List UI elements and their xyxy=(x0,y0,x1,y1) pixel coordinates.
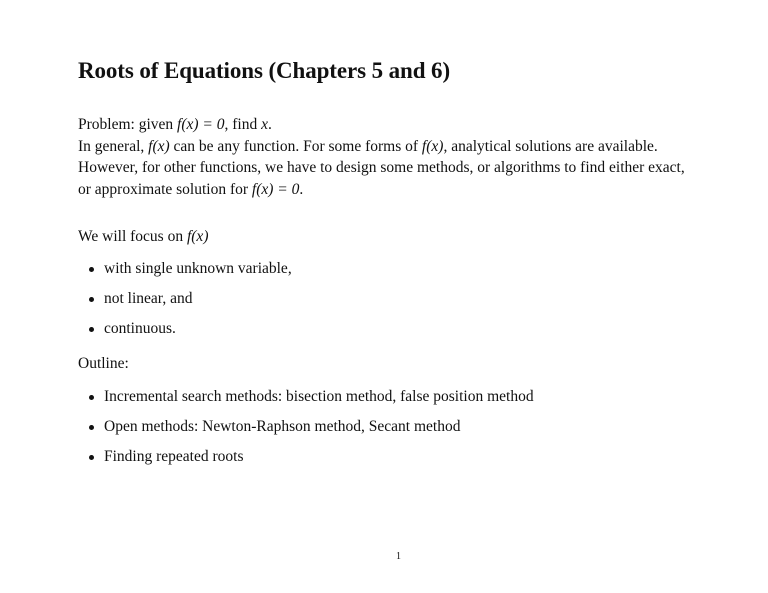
math-expression: f(x) xyxy=(421,138,444,155)
bullet-icon xyxy=(89,297,94,302)
page-title: Roots of Equations (Chapters 5 and 6) xyxy=(78,58,451,83)
list-item: Incremental search methods: bisection method, false position method xyxy=(90,387,534,407)
outline-heading: Outline: xyxy=(78,355,129,372)
list-item: Finding repeated roots xyxy=(90,447,243,467)
list-item: with single unknown variable, xyxy=(90,259,292,279)
bullet-icon xyxy=(89,455,94,460)
problem-statement: Problem: given f(x) = 0, find x. xyxy=(78,116,272,133)
math-expression: f(x) = 0 xyxy=(251,181,300,198)
focus-intro: We will focus on f(x) xyxy=(78,228,209,245)
list-item: not linear, and xyxy=(90,289,192,309)
bullet-icon xyxy=(89,327,94,332)
bullet-icon xyxy=(89,267,94,272)
bullet-icon xyxy=(89,395,94,400)
list-item: Open methods: Newton-Raphson method, Secant method xyxy=(90,417,460,437)
math-expression: x xyxy=(261,116,268,133)
math-expression: f(x) = 0 xyxy=(177,116,225,133)
general-paragraph-line-1: In general, f(x) can be any function. For some forms of f(x), analytical solutions are available. xyxy=(78,138,658,155)
general-paragraph-line-2: However, for other functions, we have to design some methods, or algorithms to find either exact, xyxy=(78,159,685,176)
page-number: 1 xyxy=(396,551,401,562)
general-paragraph-line-3: or approximate solution for f(x) = 0. xyxy=(78,181,304,198)
math-expression: f(x) xyxy=(148,138,170,155)
list-item: continuous. xyxy=(90,319,176,339)
math-expression: f(x) xyxy=(186,228,209,245)
bullet-icon xyxy=(89,425,94,430)
